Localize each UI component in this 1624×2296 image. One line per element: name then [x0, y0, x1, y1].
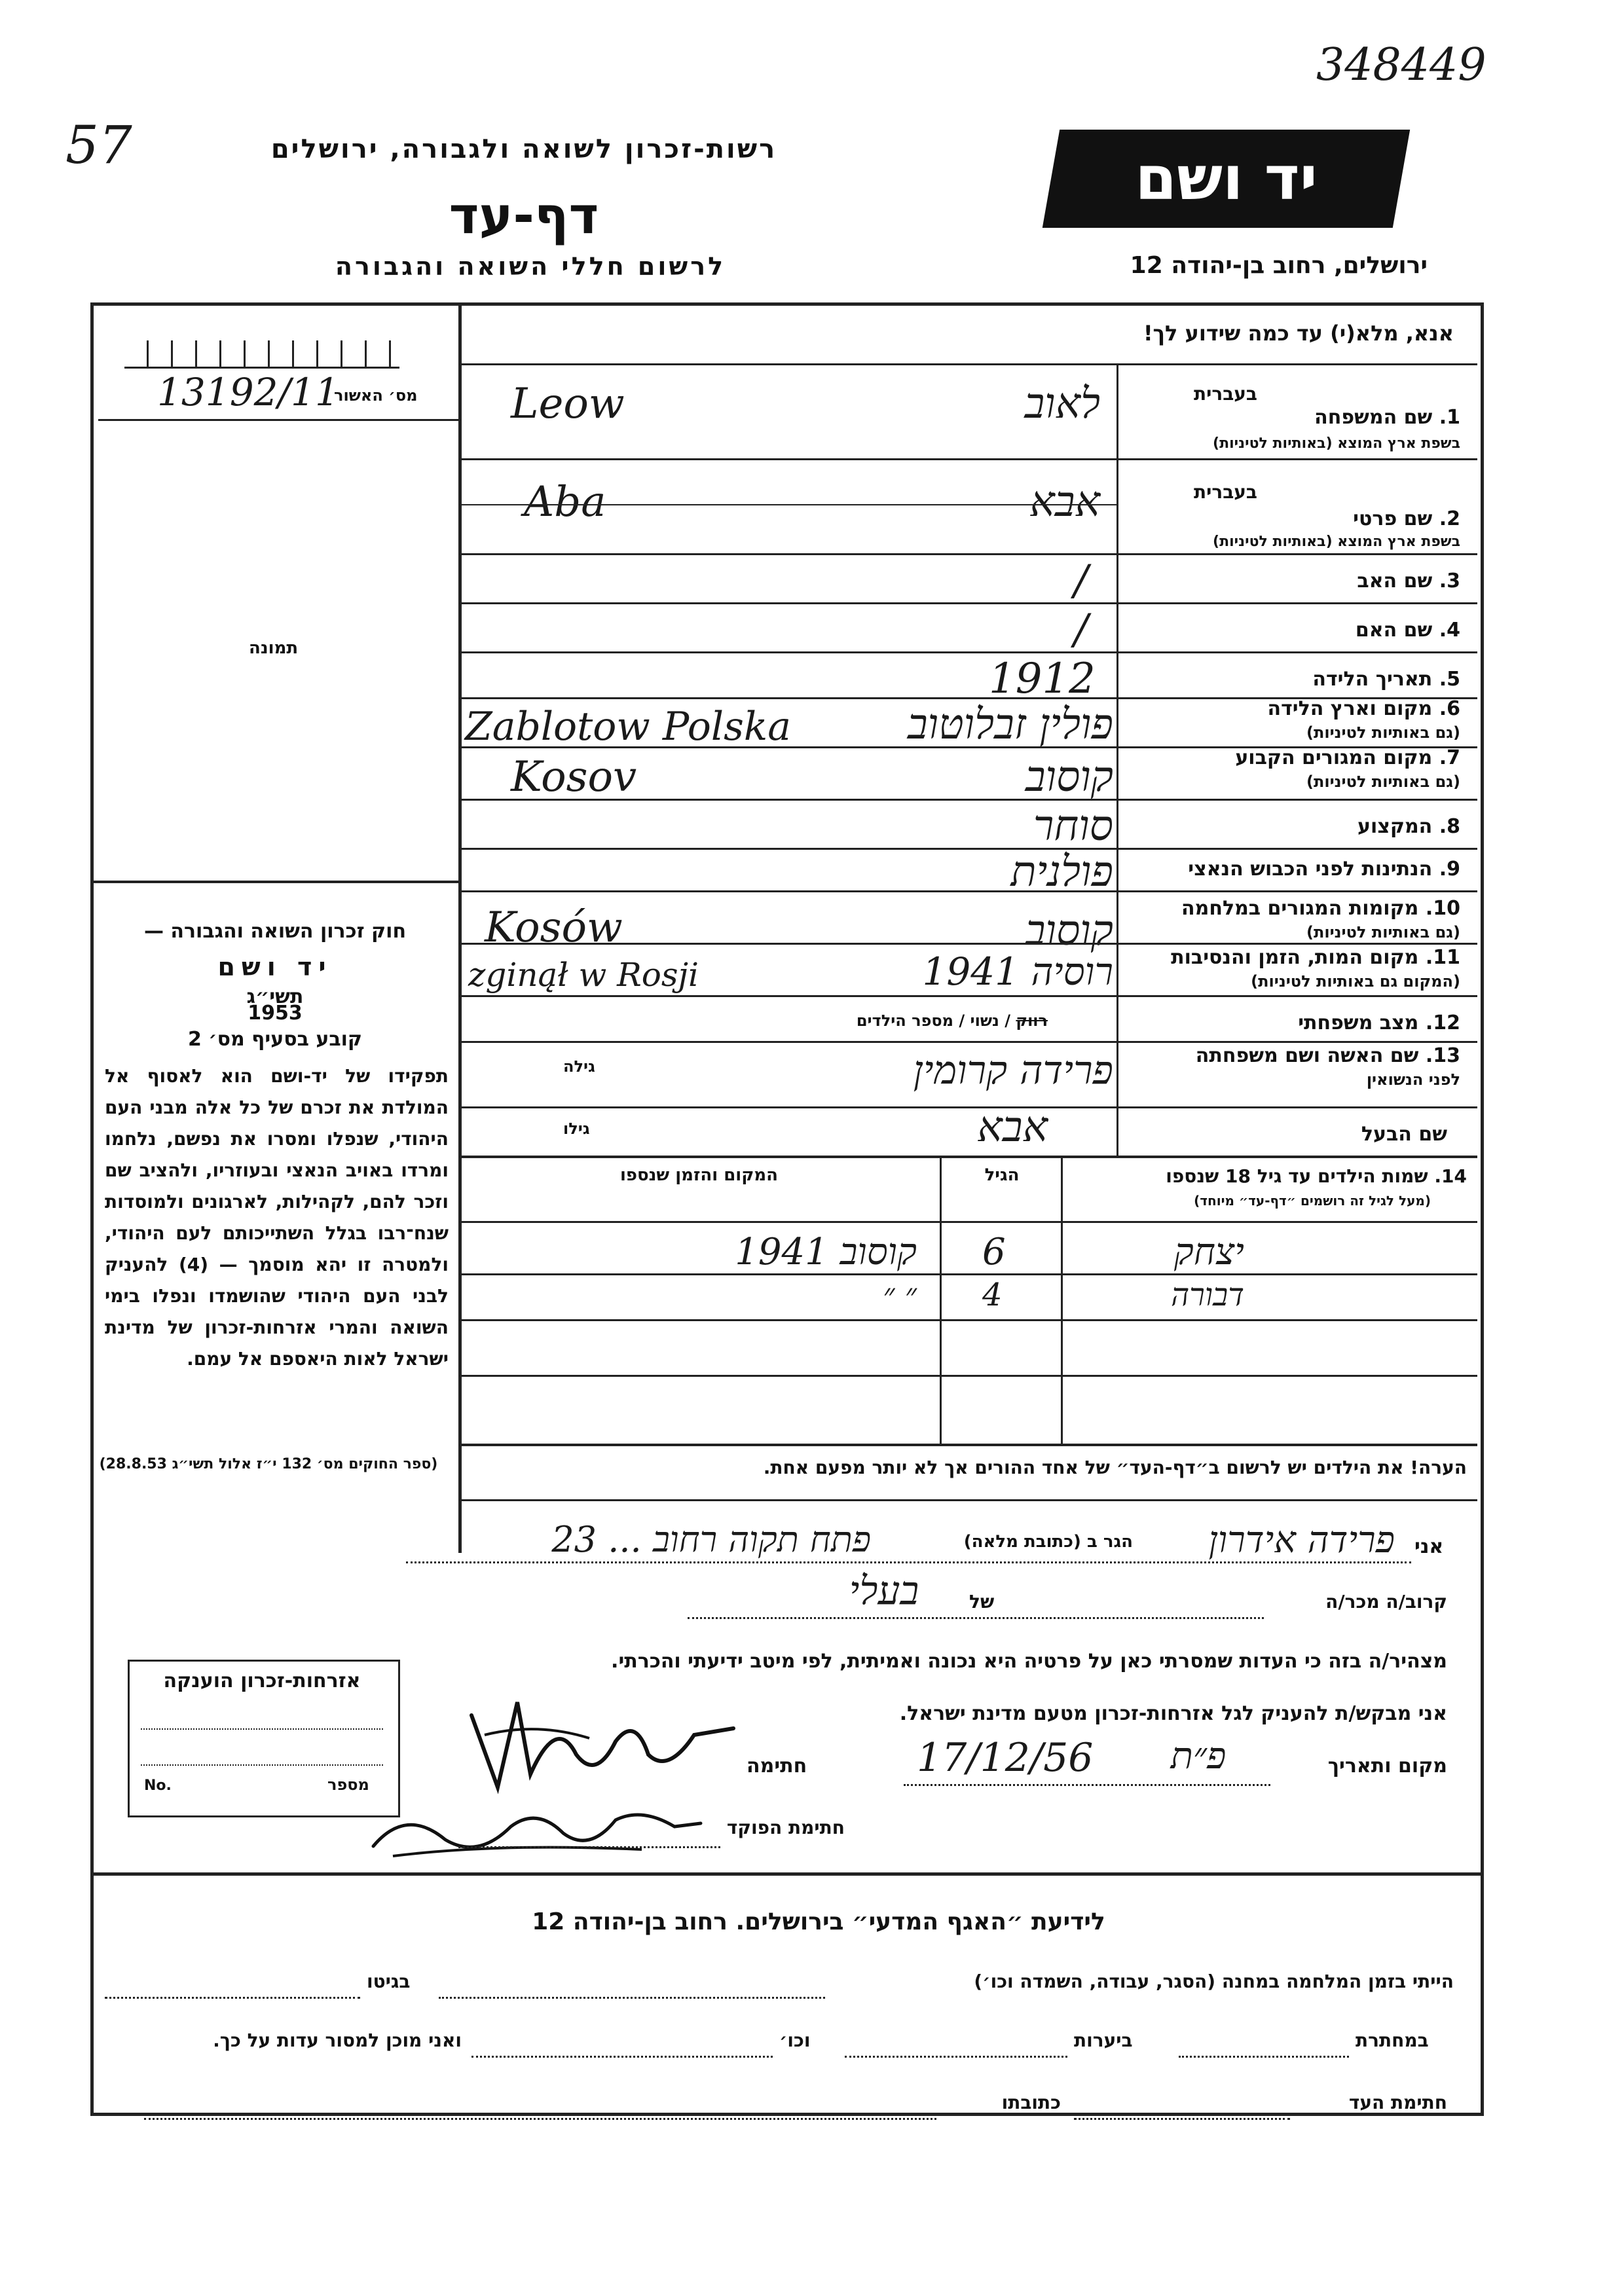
- declarant-signature: [458, 1676, 747, 1807]
- law-year: 1953: [248, 1002, 303, 1025]
- field-2-sub: בשפת ארץ המוצא (באותיות לטיניות): [1213, 534, 1460, 550]
- etc-line: [471, 2056, 773, 2058]
- citizenship-line-1: [141, 1728, 383, 1730]
- testimony-willing-label: ואני מוכן למסור עדות על כך.: [213, 2030, 462, 2051]
- field-6-sub: (גם באותיות לטיניות): [1306, 723, 1460, 742]
- of-label: של: [969, 1591, 995, 1613]
- approval-underline: [98, 419, 458, 421]
- child-1-place[interactable]: קוסוב 1941: [735, 1231, 917, 1273]
- row-3-line: [462, 602, 1477, 604]
- witness-address-line: [144, 2118, 936, 2120]
- page-number: 57: [65, 115, 132, 175]
- wartime-residence-latin[interactable]: Kosów: [485, 903, 623, 952]
- row-husband-line: [462, 1156, 1477, 1158]
- row-7-line: [462, 799, 1477, 801]
- field-4-label: 4. שם האם: [1355, 619, 1460, 642]
- field-13-sub: לפני הנשואין: [1366, 1070, 1460, 1089]
- relation-value[interactable]: בעלי: [849, 1568, 919, 1614]
- underground-label: במחתרת: [1356, 2030, 1429, 2051]
- children-title: 14. שמות הילדים עד גיל 18 שנספו: [1166, 1165, 1467, 1187]
- witness-address-label: כתובתו: [1001, 2092, 1061, 2113]
- form-purpose: לרשום חללי השואה והגבורה: [335, 252, 726, 281]
- children-row-3-line: [462, 1375, 1477, 1377]
- underground-line: [1179, 2056, 1349, 2058]
- field-13-label: 13. שם האשה ושם משפחתה: [1195, 1044, 1460, 1067]
- mother-name[interactable]: /: [1074, 606, 1088, 654]
- first-name-hebrew[interactable]: אבא: [1029, 478, 1100, 526]
- husband-label: שם הבעל: [1361, 1123, 1447, 1146]
- official-signature-line: [458, 1846, 720, 1848]
- address-label: הגר ב (כתובת מלאה): [963, 1532, 1133, 1552]
- declarant-i-label: אני: [1414, 1535, 1444, 1558]
- field-10-label: 10. מקומות המגורים במלחמה: [1181, 897, 1460, 920]
- row-11-line: [462, 995, 1477, 997]
- children-col-place: המקום והזמן שנספו: [619, 1165, 779, 1185]
- relation-line: [688, 1617, 1264, 1619]
- child-1-age[interactable]: 6: [982, 1231, 1006, 1273]
- label-column-divider: [1116, 363, 1118, 1156]
- birth-place-hebrew[interactable]: פולין זבלוטוב: [907, 701, 1113, 749]
- field-3-label: 3. שם האב: [1357, 570, 1460, 592]
- archive-number: 348449: [1316, 39, 1486, 91]
- husband-age-label: גילו: [563, 1120, 590, 1138]
- approval-value: 13192/11: [157, 370, 339, 414]
- field-7-label: 7. מקום המגורים הקבוע: [1235, 746, 1460, 769]
- row-2-mid-line: [462, 504, 1116, 505]
- children-sub: (מעל לגיל זה רושמים ״דף-עד״ מיוחד): [1194, 1193, 1431, 1209]
- residence-latin[interactable]: Kosov: [511, 753, 637, 801]
- law-name: יד ושם: [217, 953, 333, 981]
- family-name-hebrew[interactable]: לאוב: [1024, 380, 1100, 428]
- child-2-age[interactable]: 4: [982, 1277, 1003, 1313]
- child-1-name[interactable]: יצחק: [1173, 1231, 1244, 1273]
- field-11-label: 11. מקום המות, הזמן והנסיבות: [1171, 946, 1460, 969]
- child-2-place[interactable]: ״ ״: [883, 1277, 917, 1313]
- field-12-label: 12. מצב משפחתי: [1298, 1011, 1460, 1034]
- ghetto-label: בגיטו: [367, 1971, 411, 1992]
- profession[interactable]: סוחר: [1033, 802, 1113, 850]
- father-name[interactable]: /: [1074, 556, 1088, 605]
- request-text: אני מבקש/ת להעניק לגל אזרחות-זכרון מטעם מדינת ישראל.: [899, 1702, 1447, 1725]
- logo: [1043, 130, 1410, 228]
- declarant-address[interactable]: פתח תקוה רחוב ... 23: [551, 1519, 871, 1560]
- wife-name[interactable]: פרידה קרומין: [913, 1048, 1113, 1093]
- logo-text: יד ושם: [1135, 143, 1318, 213]
- citizenship-title: אזרחות-זכרון הוענקה: [163, 1669, 361, 1692]
- children-name-divider: [1061, 1156, 1063, 1444]
- field-9-label: 9. הנתינות לפני הכבוש הנאצי: [1188, 858, 1460, 881]
- declarant-name[interactable]: פרידה אידרון: [1208, 1519, 1395, 1561]
- field-2-tag: בעברית: [1193, 481, 1257, 503]
- children-col-age: הגיל: [984, 1165, 1020, 1185]
- address: ירושלים, רחוב בן-יהודה 12: [1130, 252, 1428, 279]
- citizenship-line-2: [141, 1764, 383, 1766]
- field-7-sub: (גם באותיות לטיניות): [1306, 773, 1460, 791]
- declarant-address-line: [406, 1561, 1411, 1563]
- etc-label: וכו׳: [779, 2030, 811, 2051]
- row-2-line: [462, 553, 1477, 555]
- law-clause: קובע בסעיף מס׳ 2: [187, 1028, 363, 1051]
- forests-line: [845, 2056, 1067, 2058]
- camp-line: [439, 1997, 825, 1999]
- official-signature-label: חתימת הפוקד: [726, 1817, 845, 1838]
- residence-hebrew[interactable]: קוסוב: [1025, 753, 1113, 801]
- place-date-line: [904, 1784, 1270, 1786]
- field-5-label: 5. תאריך הלידה: [1312, 668, 1460, 691]
- law-title: חוק זכרון השואה והגבורה —: [143, 920, 407, 943]
- row-4-line: [462, 651, 1477, 653]
- birth-place-latin[interactable]: Zablotow Polska: [465, 704, 792, 750]
- institution-name: רשות-זכרון לשואה ולגבורה, ירושלים: [270, 134, 777, 164]
- children-header-line: [462, 1221, 1477, 1223]
- field-1-label: 1. שם המשפחה: [1314, 406, 1460, 429]
- approval-ticks: [124, 340, 399, 369]
- signature-label: חתימה: [747, 1755, 807, 1777]
- first-name-latin[interactable]: Aba: [524, 478, 606, 526]
- children-table-bottom: [462, 1444, 1477, 1446]
- field-10-sub: (גם באותיות לטיניות): [1306, 923, 1460, 941]
- side-panel-divider: [458, 302, 462, 1553]
- ghetto-line: [105, 1997, 360, 1999]
- bottom-title: לידיעת ״האגף המדעי״ בירושלים. רחוב בן-יהודה 12: [532, 1908, 1105, 1935]
- field-2-label: 2. שם פרטי: [1353, 507, 1460, 530]
- children-age-divider: [940, 1156, 942, 1444]
- instructions-underline: [462, 363, 1477, 365]
- law-year-hebrew: תשי״ג: [246, 985, 304, 1008]
- row-10-line: [462, 943, 1477, 945]
- citizenship-no-label: No.: [144, 1777, 172, 1794]
- law-text: תפקידו של יד-ושם הוא לאסוף אל המולדת את זכרם של כל אלה מבני העם היהודי, שנפלו ומסרו את נפשם, נלחמו ומרדו באויב הנאצי ובעוזריו, ולהציב שם וזכר להם, לקהילות, לארגונים ולמוסדות שנח־רבו בגלל השתייכותם לעם היהודי, ולמטרה זו יהא מוסמך — (4) להעניק לבני העם היהודי שהושמדו ונפלו בימי השואה והמרי אזרחות-זכרון של מדינת ישראל לאות היאספם אל עמם.: [105, 1065, 449, 1370]
- camp-line-label: הייתי בזמן המלחמה במחנה (הסגר, עבודה, השמדה וכו׳): [974, 1971, 1454, 1992]
- child-2-name[interactable]: דבורה: [1171, 1277, 1244, 1313]
- husband-name[interactable]: אבא: [977, 1103, 1048, 1152]
- relation-label: קרוב/ה מכר/ה: [1325, 1591, 1447, 1613]
- field-8-label: 8. המקצוע: [1357, 815, 1460, 838]
- declaration-text: מצהיר/ה בזה כי העדות שמסרתי כאן על פרטיה היא נכונה ואמיתית, לפי מיטב ידיעתי והכרתי.: [611, 1650, 1447, 1673]
- row-9-line: [462, 890, 1477, 892]
- bottom-section-divider: [90, 1872, 1481, 1876]
- wife-age-label: גילה: [563, 1057, 595, 1076]
- forests-label: ביערות: [1074, 2030, 1133, 2051]
- row-1-line: [462, 458, 1477, 460]
- nationality[interactable]: פולנית: [1010, 848, 1113, 896]
- death-place-hebrew[interactable]: רוסיה 1941: [922, 949, 1113, 994]
- citizenship-number-label: מספר: [327, 1776, 369, 1794]
- official-signature: [367, 1794, 707, 1866]
- death-place-latin[interactable]: zginął w Rosji: [468, 956, 699, 994]
- marital-status-options: רווק / נשוי / מספר הילדים: [856, 1011, 1048, 1030]
- witness-signature-line: [1074, 2118, 1290, 2120]
- law-citation: (ספר החוקים מס׳ 132 י״ז אלול תשי״ג 28.8.53): [99, 1456, 438, 1472]
- field-1-sub: בשפת ארץ המוצא (באותיות לטיניות): [1213, 435, 1460, 452]
- witness-signature-label: חתימת העד: [1348, 2092, 1447, 2113]
- family-name-latin[interactable]: Leow: [511, 380, 625, 428]
- birth-date[interactable]: 1912: [989, 655, 1096, 703]
- field-1-tag: בעברית: [1193, 383, 1257, 405]
- declaration-place[interactable]: פ״ת: [1170, 1735, 1227, 1777]
- approval-label: מס׳ האשור: [334, 386, 418, 405]
- instructions: אנא, מלא(י) עד כמה שידוע לך!: [1143, 321, 1454, 346]
- photo-label: תמונה: [249, 638, 299, 658]
- children-note: הערה! את הילדים יש לרשום ב״דף-העד״ של אחד ההורים אך לא יותר מפעם אחת.: [763, 1457, 1467, 1478]
- note-line: [462, 1499, 1477, 1501]
- form-title: דף-עד: [449, 187, 599, 246]
- place-date-label: מקום ותאריך: [1327, 1755, 1447, 1777]
- row-12-line: [462, 1041, 1477, 1043]
- declaration-date[interactable]: 17/12/56: [917, 1735, 1094, 1781]
- children-row-1-line: [462, 1273, 1477, 1275]
- photo-area-bottom: [92, 881, 458, 883]
- field-11-sub: (המקום גם באותיות לטיניות): [1251, 972, 1460, 991]
- wartime-residence-hebrew[interactable]: קוסוב: [1025, 907, 1113, 955]
- field-6-label: 6. מקום וארץ הלידה: [1267, 697, 1460, 720]
- children-row-2-line: [462, 1319, 1477, 1321]
